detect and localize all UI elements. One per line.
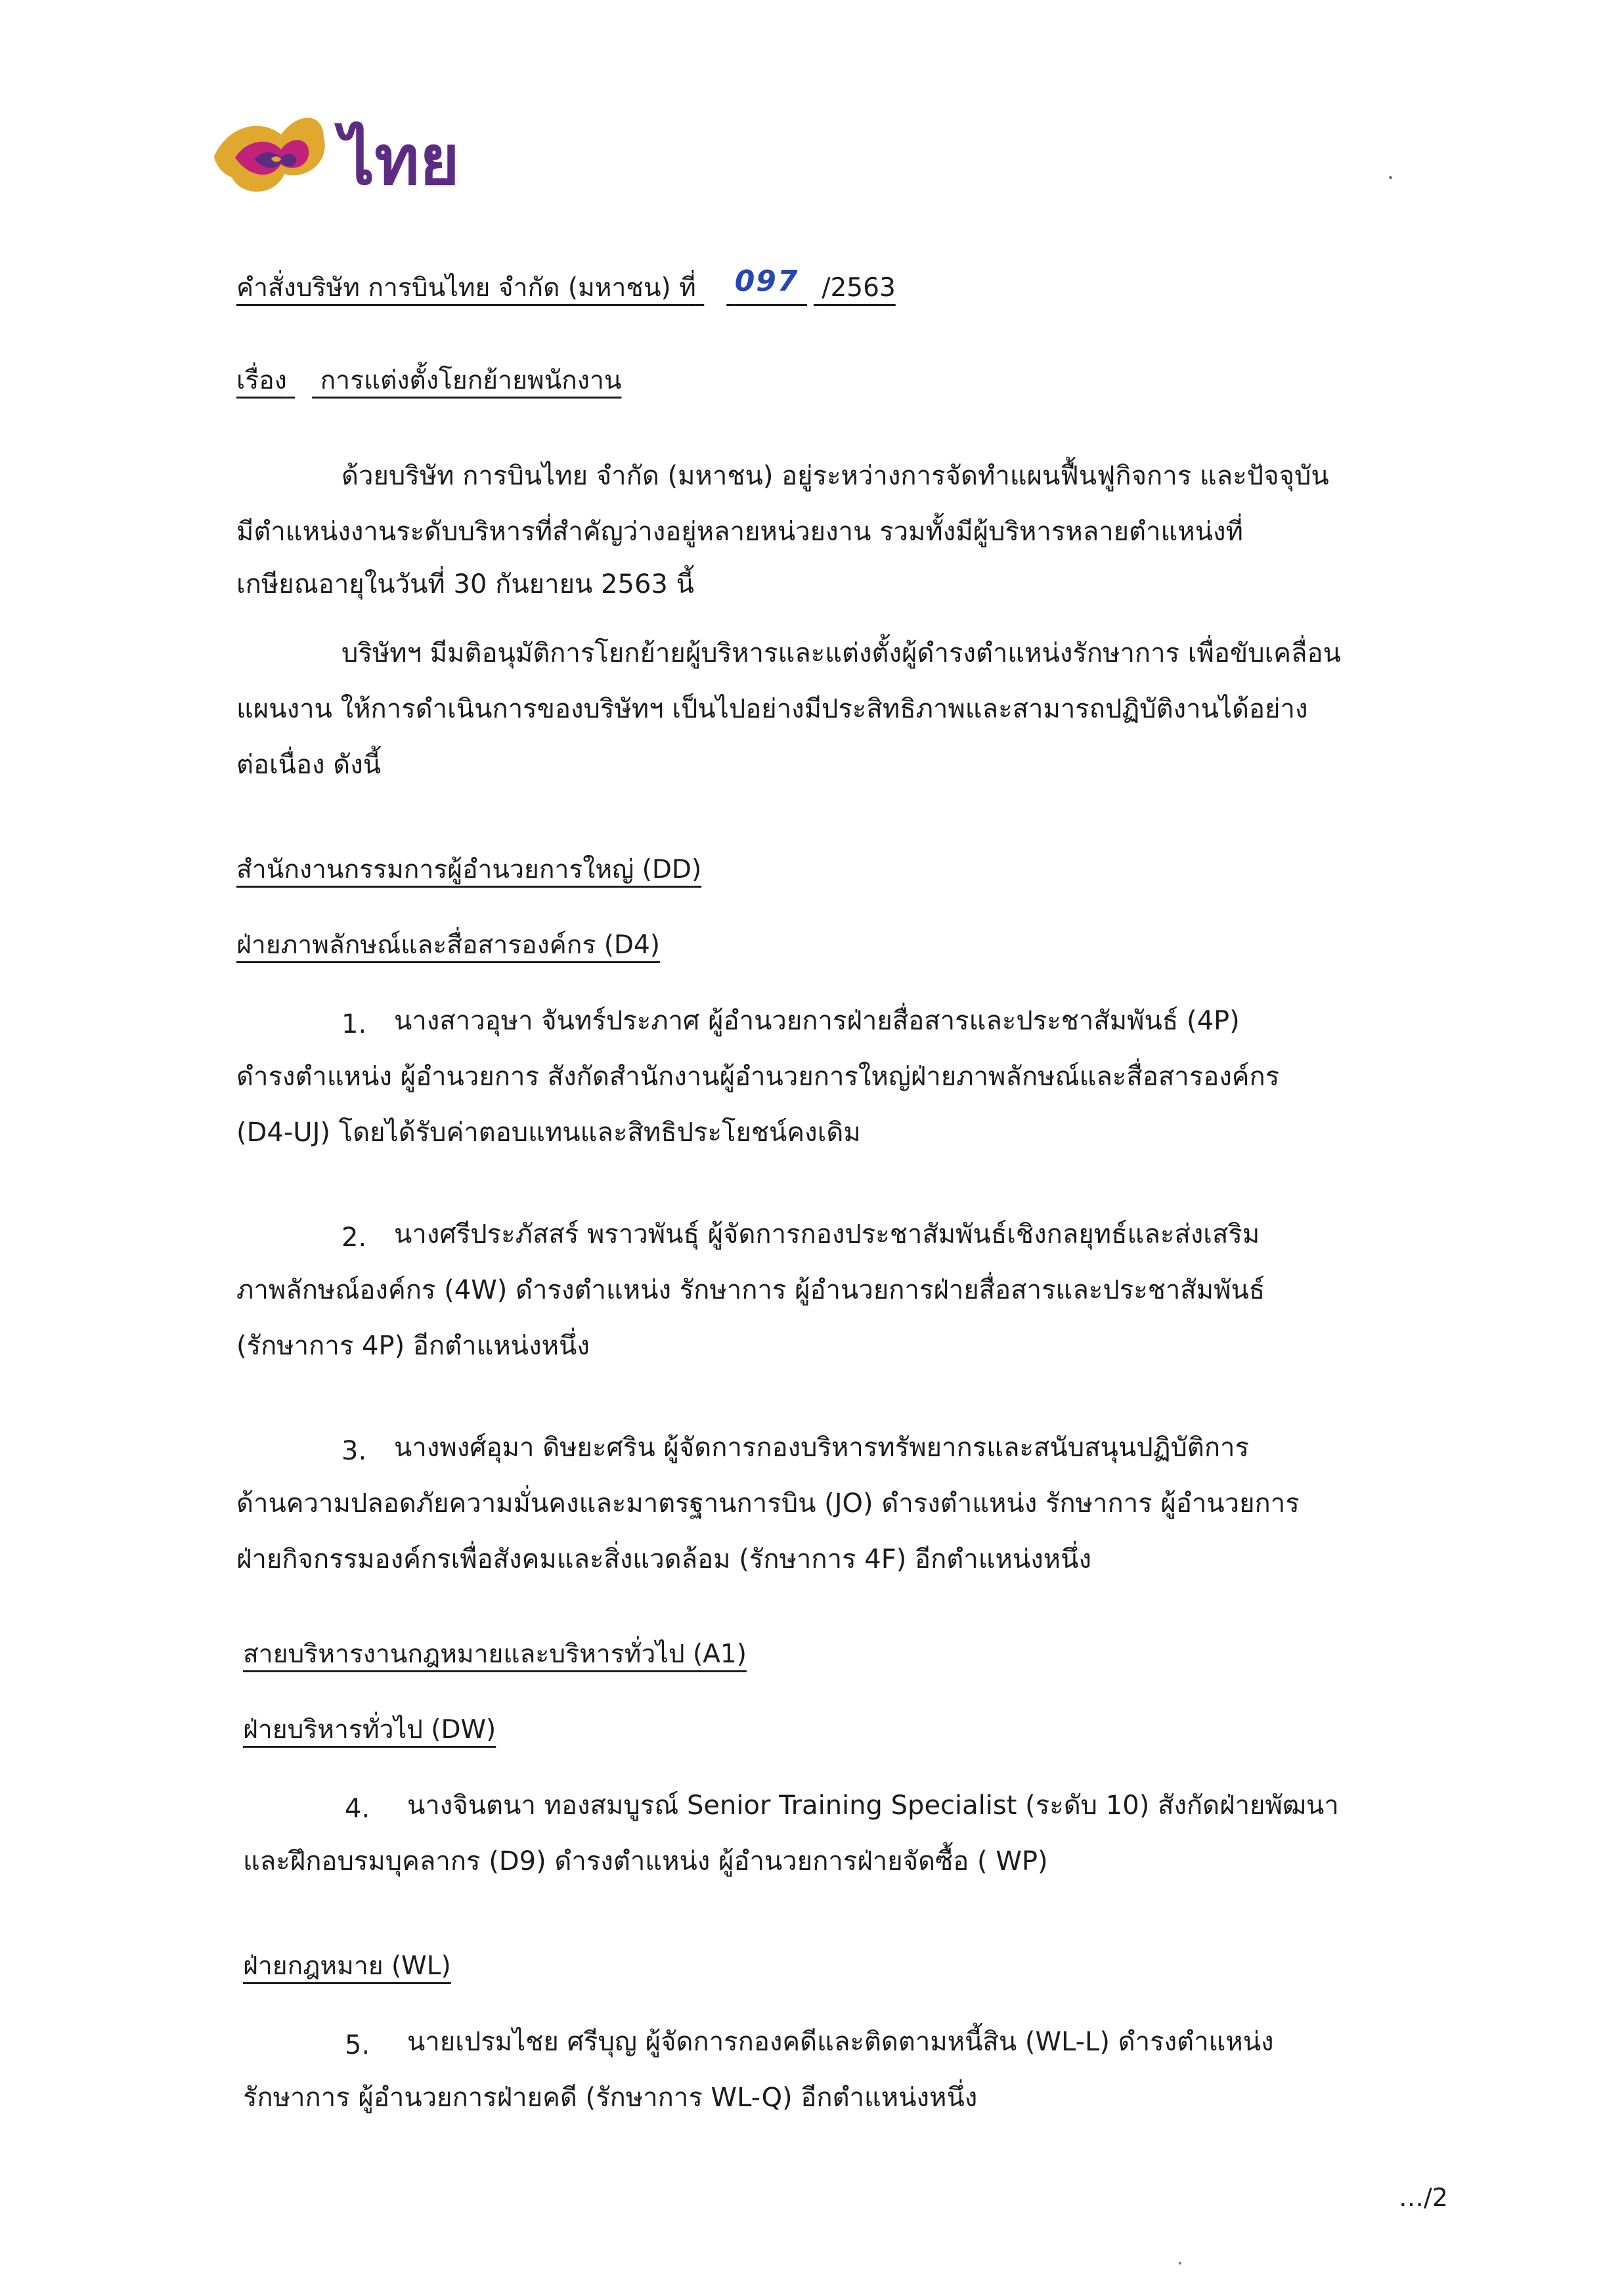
thai-airways-logo <box>209 98 458 210</box>
item-1-line-1: นางสาวอุษา จันทร์ประภาศ ผู้อำนวยการฝ่ายสื่อสารและประชาสัมพันธ์ (4P) <box>394 1006 1240 1036</box>
item-5-number: 5. <box>345 2030 370 2060</box>
intro-p1-line-2: มีตำแหน่งงานระดับบริหารที่สำคัญว่างอยู่หลายหน่วยงาน รวมทั้งมีผู้บริหารหลายตำแหน่งที่ <box>236 517 1243 547</box>
section-heading-dd: สำนักงานกรรมการผู้อำนวยการใหญ่ (DD) <box>236 855 702 884</box>
logo-wordmark: ไทย <box>340 120 458 200</box>
item-4-number: 4. <box>345 1794 370 1824</box>
section-heading-a1: สายบริหารงานกฎหมายและบริหารทั่วไป (A1) <box>243 1639 747 1669</box>
item-5-line-1: นายเปรมไชย ศรีบุญ ผู้จัดการกองคดีและติดตามหนี้สิน (WL-L) ดำรงตำแหน่ง <box>407 2027 1274 2057</box>
item-4-line-1: นางจินตนา ทองสมบูรณ์ Senior Training Specialist (ระดับ 10) สังกัดฝ่ายพัฒนา <box>407 1790 1339 1821</box>
section-heading-d4: ฝ่ายภาพลักษณ์และสื่อสารองค์กร (D4) <box>236 930 660 960</box>
scan-speck <box>1179 2262 1181 2264</box>
item-2-line-3: (รักษาการ 4P) อีกตำแหน่งหนึ่ง <box>236 1331 590 1361</box>
item-3-line-2: ด้านความปลอดภัยความมั่นคงและมาตรฐานการบิน (JO) ดำรงตำแหน่ง รักษาการ ผู้อำนวยการ <box>236 1488 1300 1519</box>
item-2-line-2: ภาพลักษณ์องค์กร (4W) ดำรงตำแหน่ง รักษาการ ผู้อำนวยการฝ่ายสื่อสารและประชาสัมพันธ์ <box>236 1275 1265 1305</box>
subject-label: เรื่อง <box>236 366 287 395</box>
item-2-line-1: นางศรีประภัสสร์ พราวพันธุ์ ผู้จัดการกองประชาสัมพันธ์เชิงกลยุทธ์และส่งเสริม <box>394 1219 1260 1249</box>
item-1-line-2: ดำรงตำแหน่ง ผู้อำนวยการ สังกัดสำนักงานผู้อำนวยการใหญ่ฝ่ายภาพลักษณ์และสื่อสารองค์กร <box>236 1062 1280 1092</box>
intro-p1-line-3: เกษียณอายุในวันที่ 30 กันยายน 2563 นี้ <box>236 569 694 599</box>
scan-speck <box>1389 176 1392 179</box>
order-year: /2563 <box>822 273 896 303</box>
item-1-number: 1. <box>341 1009 367 1039</box>
intro-p2-line-1: บริษัทฯ มีมติอนุมัติการโยกย้ายผู้บริหารและแต่งตั้งผู้ดำรงตำแหน่งรักษาการ เพื่อขับเคลื่อน <box>341 638 1341 668</box>
item-3-line-3: ฝ่ายกิจกรรมองค์กรเพื่อสังคมและสิ่งแวดล้อม (รักษาการ 4F) อีกตำแหน่งหนึ่ง <box>236 1544 1091 1574</box>
order-prefix: คำสั่งบริษัท การบินไทย จำกัด (มหาชน) ที่ <box>236 273 696 303</box>
subject-text: การแต่งตั้งโยกย้ายพนักงาน <box>320 366 622 395</box>
section-heading-wl: ฝ่ายกฎหมาย (WL) <box>243 1951 451 1981</box>
item-5-line-2: รักษาการ ผู้อำนวยการฝ่ายคดี (รักษาการ WL-Q) อีกตำแหน่งหนึ่ง <box>243 2083 978 2113</box>
subject-line <box>236 368 622 393</box>
orchid-logo-icon <box>209 98 458 210</box>
order-number: 097 <box>734 265 799 298</box>
page-continuation: …/2 <box>1399 2183 1448 2212</box>
item-1-line-3: (D4-UJ) โดยได้รับค่าตอบแทนและสิทธิประโยชน์คงเดิม <box>236 1117 861 1148</box>
item-2-number: 2. <box>341 1223 367 1253</box>
section-heading-dw: ฝ่ายบริหารทั่วไป (DW) <box>243 1715 496 1744</box>
intro-p2-line-3: ต่อเนื่อง ดังนี้ <box>236 750 382 780</box>
order-line <box>236 265 896 303</box>
intro-p2-line-2: แผนงาน ให้การดำเนินการของบริษัทฯ เป็นไปอย่างมีประสิทธิภาพและสามารถปฏิบัติงานได้อย่าง <box>236 694 1308 724</box>
intro-p1-line-1: ด้วยบริษัท การบินไทย จำกัด (มหาชน) อยู่ระหว่างการจัดทำแผนฟื้นฟูกิจการ และปัจจุบัน <box>341 461 1329 491</box>
item-4-line-2: และฝึกอบรมบุคลากร (D9) ดำรงตำแหน่ง ผู้อำนวยการฝ่ายจัดซื้อ ( WP) <box>243 1846 1048 1876</box>
item-3-line-1: นางพงศ์อุมา ดิษยะศริน ผู้จัดการกองบริหารทรัพยากรและสนับสนุนปฏิบัติการ <box>394 1433 1249 1463</box>
item-3-number: 3. <box>341 1436 367 1466</box>
